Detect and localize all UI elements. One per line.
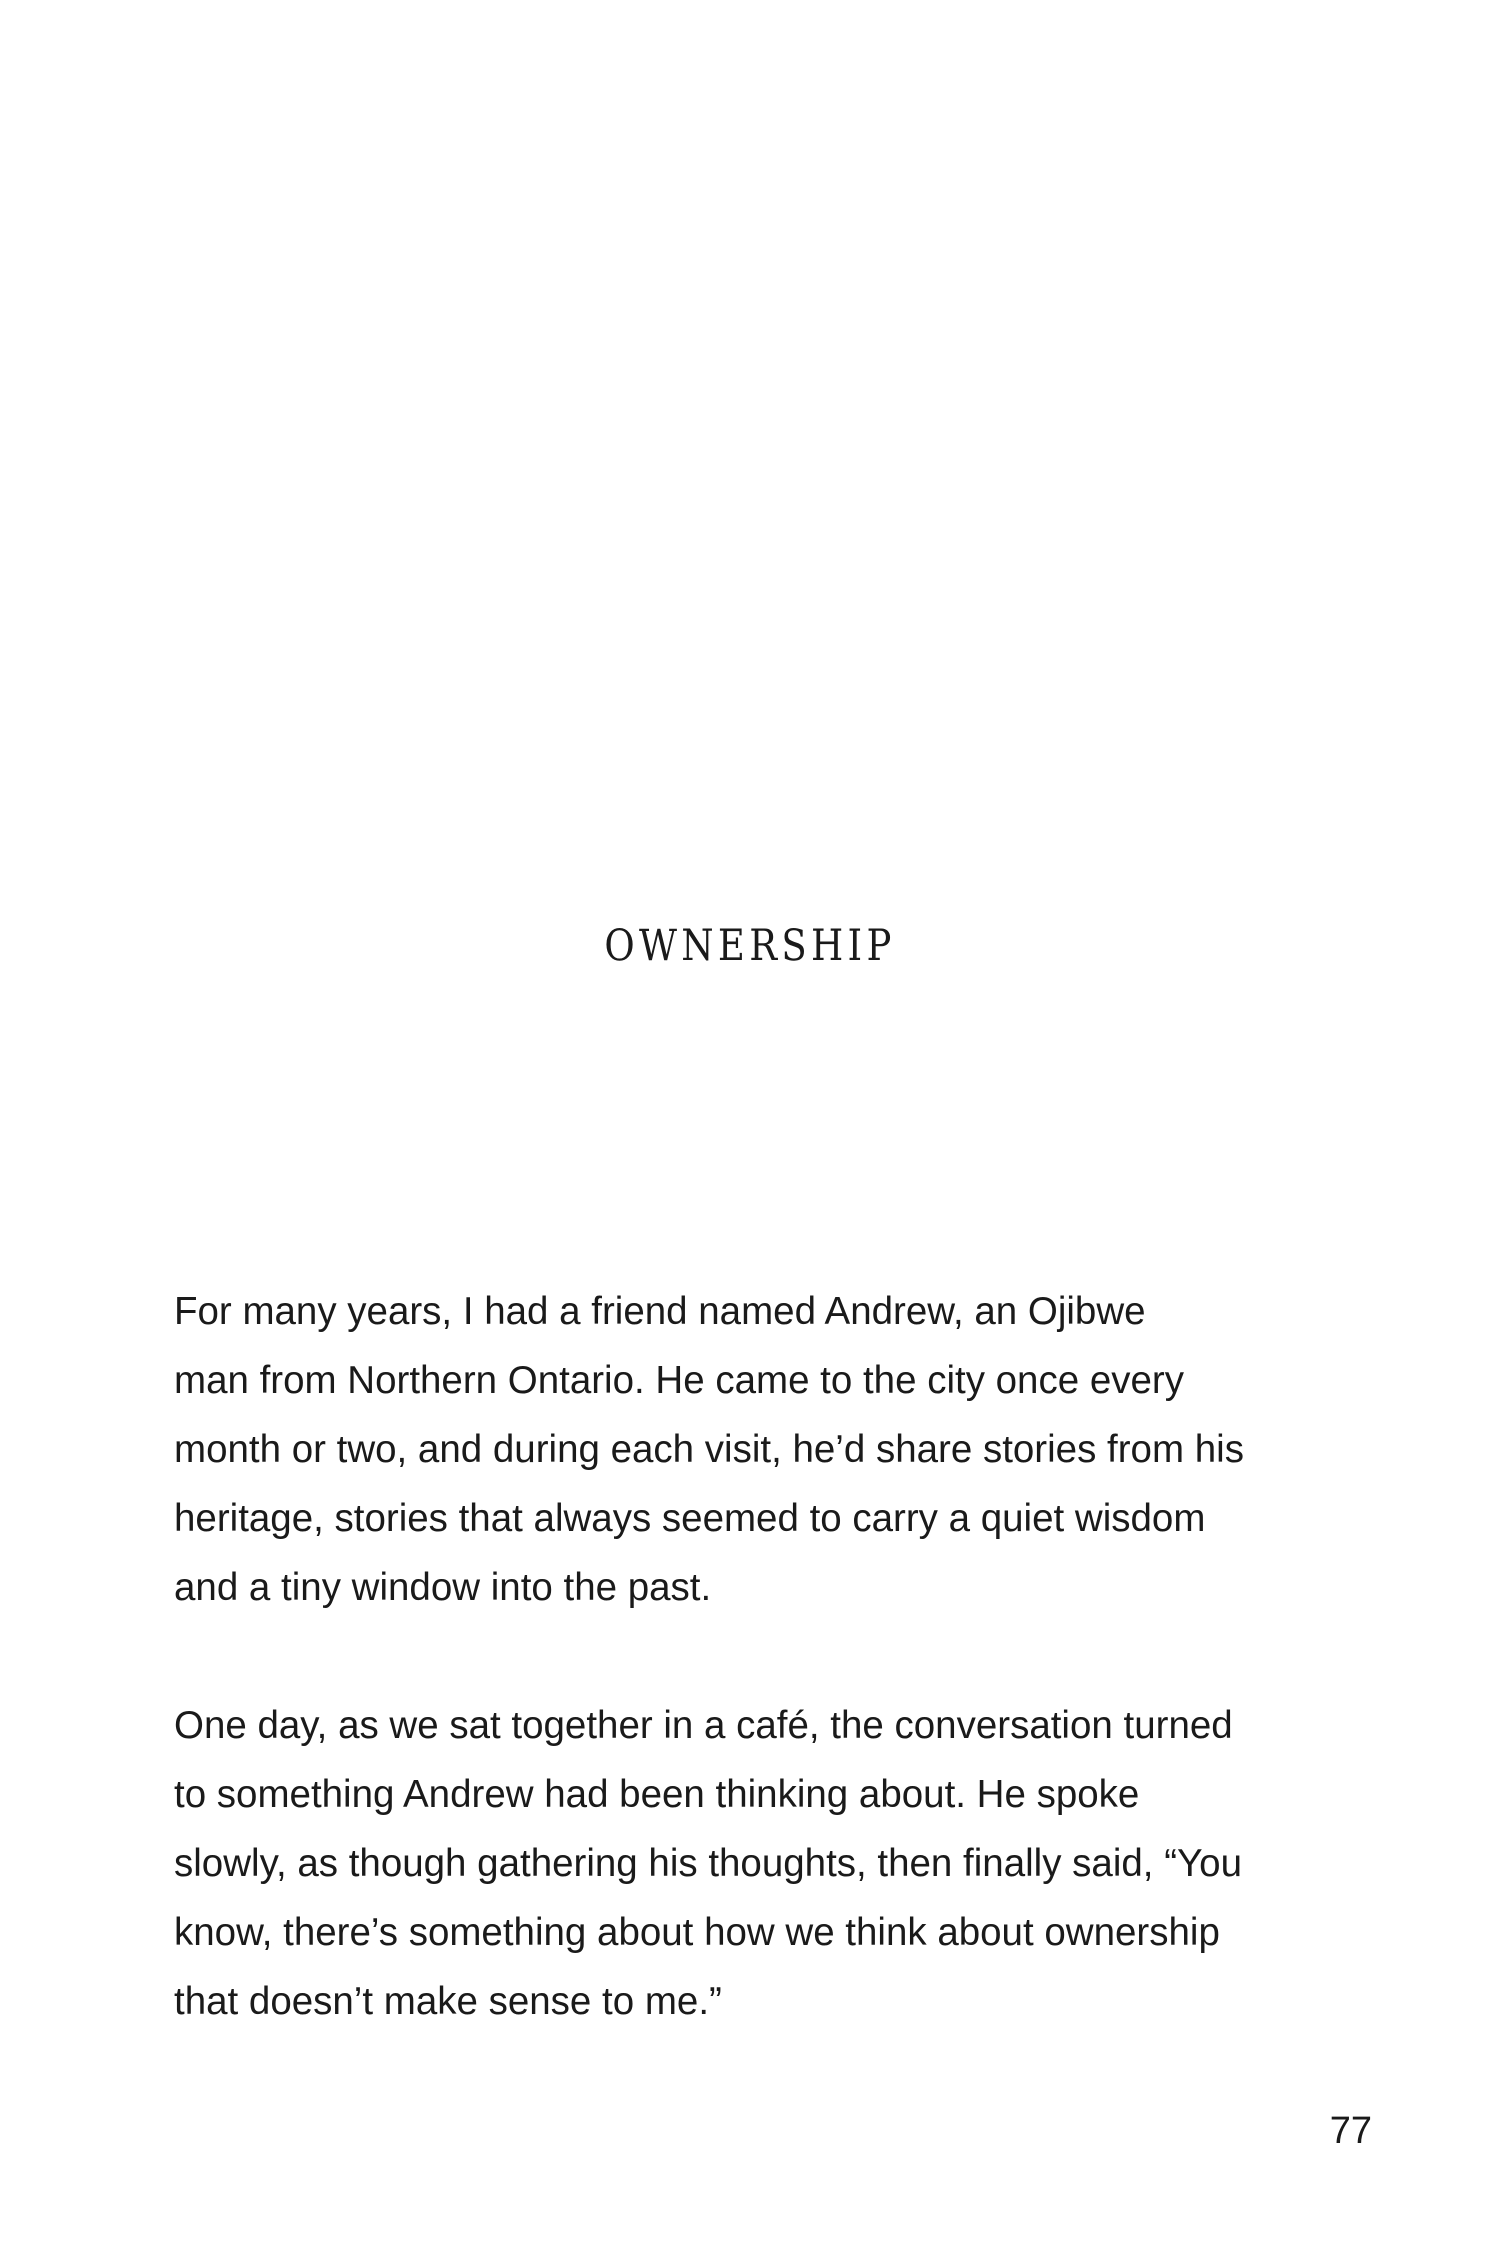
text-line: to something Andrew had been thinking about. He spoke <box>174 1773 1140 1816</box>
text-line: man from Northern Ontario. He came to the city once every <box>174 1359 1184 1402</box>
text-line: One day, as we sat together in a café, the conversation turned <box>174 1704 1233 1747</box>
text-line: slowly, as though gathering his thoughts, then finally said, “You <box>174 1842 1242 1885</box>
text-line: heritage, stories that always seemed to carry a quiet wisdom <box>174 1497 1206 1540</box>
text-line: month or two, and during each visit, he’d share stories from his <box>174 1428 1244 1471</box>
body-text <box>174 1277 1374 2105</box>
text-line: that doesn’t make sense to me.” <box>174 1980 722 2023</box>
text-line: For many years, I had a friend named Andrew, an Ojibwe <box>174 1290 1146 1333</box>
paragraph-1 <box>174 1277 1374 1622</box>
paragraph-2 <box>174 1691 1374 2036</box>
text-line: know, there’s something about how we think about ownership <box>174 1911 1220 1954</box>
page-number: 77 <box>1329 2110 1372 2152</box>
text-line: and a tiny window into the past. <box>174 1566 712 1609</box>
chapter-title: OWNERSHIP <box>604 921 896 971</box>
